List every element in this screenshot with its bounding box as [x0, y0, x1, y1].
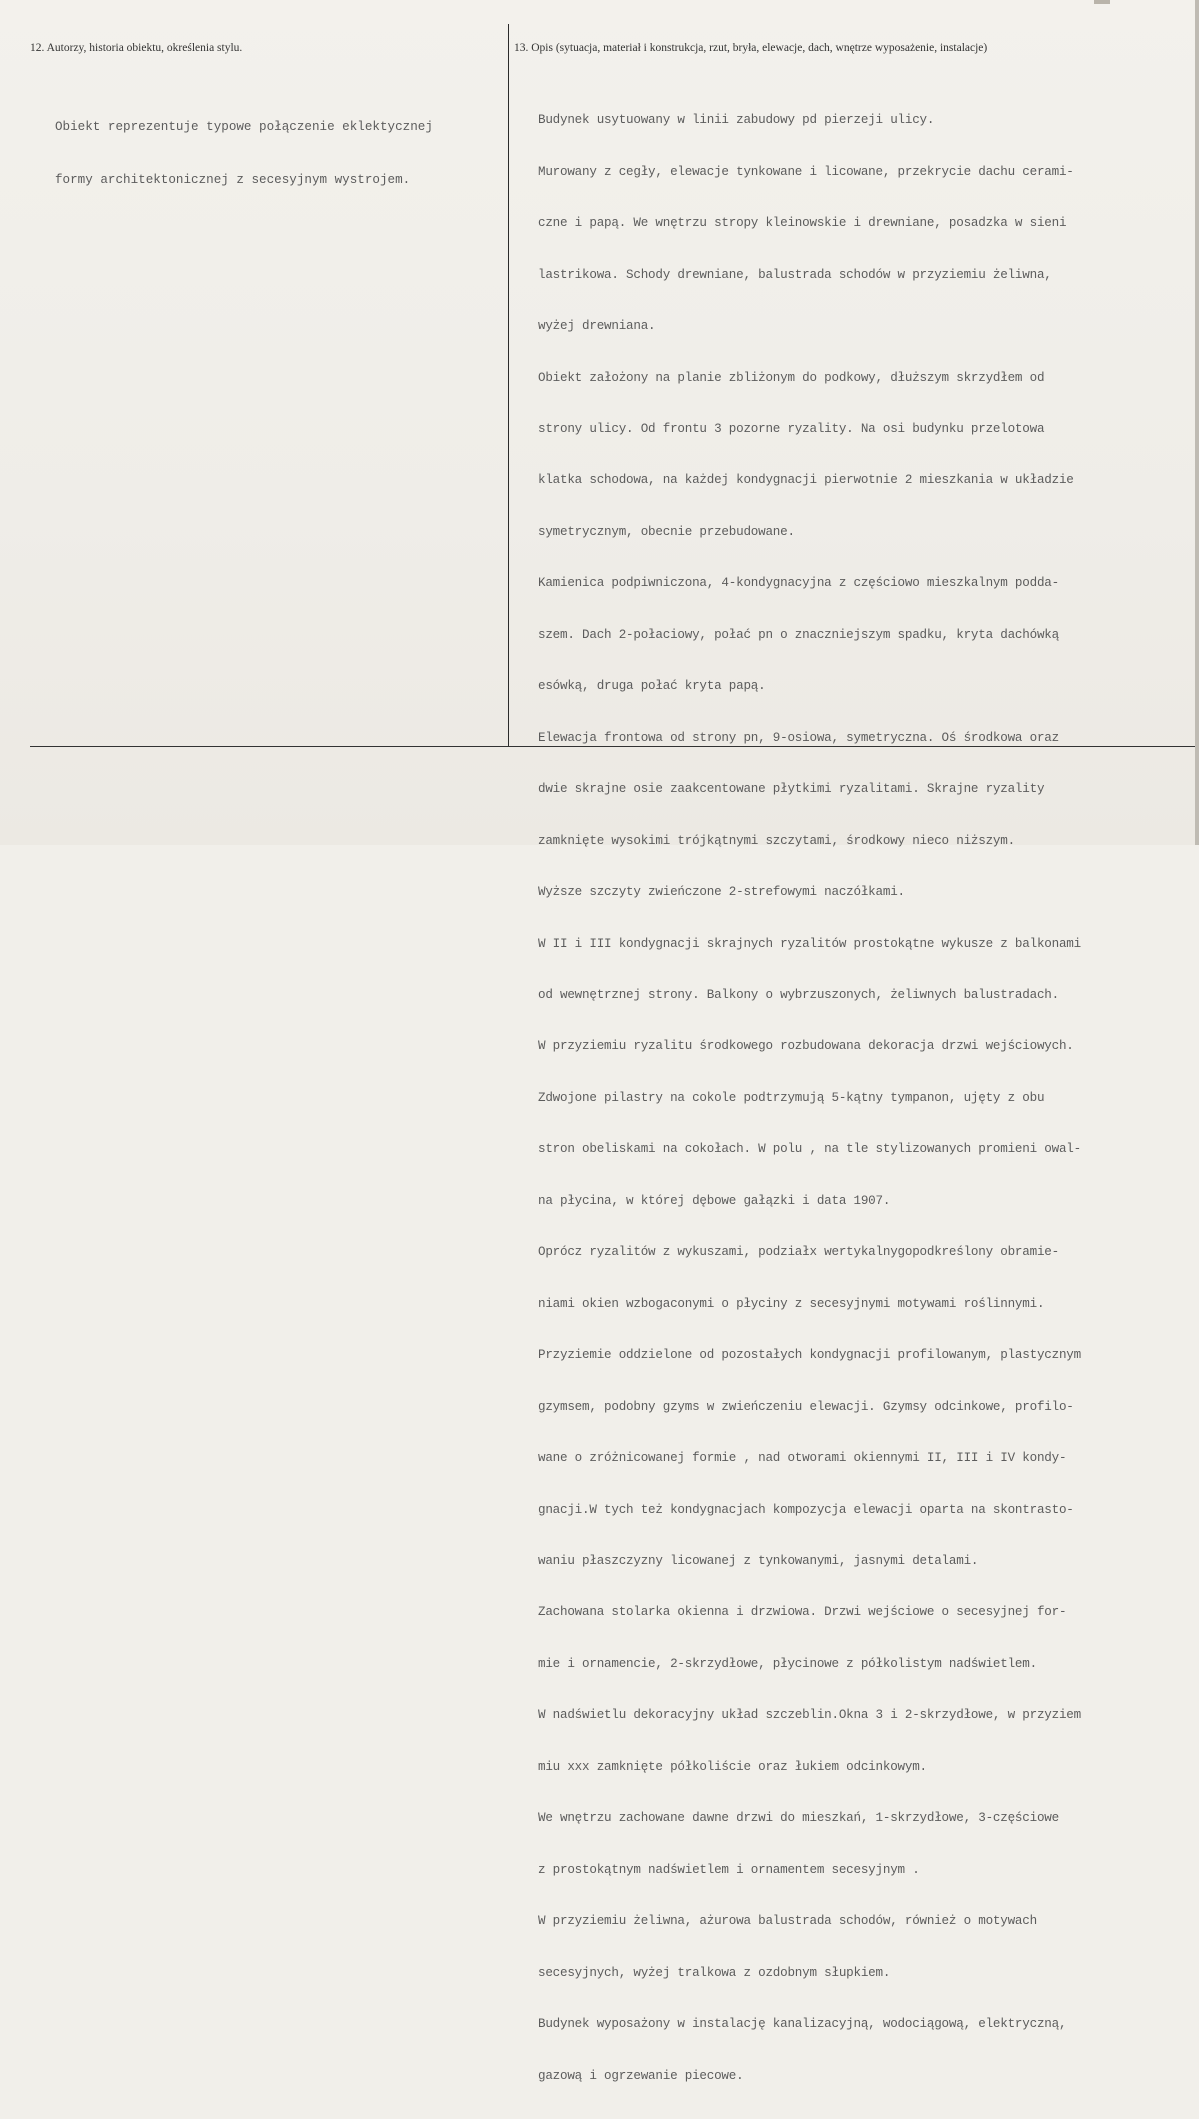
typed-line: od wewnętrznej strony. Balkony o wybrzuszonych, żeliwnych balustradach.	[538, 988, 1059, 1003]
typed-line: Wyższe szczyty zwieńczone 2-strefowymi naczółkami.	[538, 885, 905, 900]
typed-line: klatka schodowa, na każdej kondygnacji pierwotnie 2 mieszkania w układzie	[538, 473, 1074, 488]
typed-line: Elewacja frontowa od strony pn, 9-osiowa, symetryczna. Oś środkowa oraz	[538, 730, 1059, 745]
typed-line: Murowany z cegły, elewacje tynkowane i licowane, przekrycie dachu cerami-	[538, 164, 1074, 179]
typed-line: miu xxx zamknięte półkoliście oraz łukiem odcinkowym.	[538, 1759, 927, 1774]
typed-line: Budynek wyposażony w instalację kanalizacyjną, wodociągową, elektryczną,	[538, 2017, 1067, 2032]
typed-line: W nadświetlu dekoracyjny układ szczeblin.Okna 3 i 2-skrzydłowe, w przyziem	[538, 1708, 1081, 1723]
typed-line: Przyziemie oddzielone od pozostałych kondygnacji profilowanym, plastycznym	[538, 1348, 1081, 1363]
typed-line: szem. Dach 2-połaciowy, połać pn o znaczniejszym spadku, kryta dachówką	[538, 627, 1059, 642]
typed-line: gzymsem, podobny gzyms w zwieńczeniu elewacji. Gzymsy odcinkowe, profilo-	[538, 1399, 1074, 1414]
typed-line: dwie skrajne osie zaakcentowane płytkimi ryzalitami. Skrajne ryzality	[538, 782, 1045, 797]
typed-line: W II i III kondygnacji skrajnych ryzalitów prostokątne wykusze z balkonami	[538, 936, 1081, 951]
typed-line: czne i papą. We wnętrzu stropy kleinowskie i drewniane, posadzka w sieni	[538, 216, 1067, 231]
typed-line: gazową i ogrzewanie piecowe.	[538, 2068, 744, 2083]
typed-line: We wnętrzu zachowane dawne drzwi do mieszkań, 1-skrzydłowe, 3-częściowe	[538, 1811, 1059, 1826]
typed-line: stron obeliskami na cokołach. W polu , na tle stylizowanych promieni owal-	[538, 1142, 1081, 1157]
typed-line: Zachowana stolarka okienna i drzwiowa. Drzwi wejściowe o secesyjnej for-	[538, 1605, 1067, 1620]
field-12-text	[55, 84, 433, 225]
typed-line: na płycina, w której dębowe gałązki i data 1907.	[538, 1193, 891, 1208]
typed-line: Budynek usytuowany w linii zabudowy pd pierzeji ulicy.	[538, 113, 935, 128]
typed-line: wane o zróżnicowanej formie , nad otworami okiennymi II, III i IV kondy-	[538, 1451, 1067, 1466]
typed-line: esówką, druga połać kryta papą.	[538, 679, 766, 694]
typed-line: Obiekt reprezentuje typowe połączenie eklektycznej	[55, 120, 433, 135]
typed-line: wyżej drewniana.	[538, 319, 656, 334]
field-13-text	[538, 78, 1198, 2119]
typed-line: gnacji.W tych też kondygnacjach kompozycja elewacji oparta na skontrasto-	[538, 1502, 1074, 1517]
typed-line: niami okien wzbogaconymi o płyciny z secesyjnymi motywami roślinnymi.	[538, 1296, 1045, 1311]
column-divider	[508, 24, 509, 746]
typed-line: secesyjnych, wyżej tralkowa z ozdobnym słupkiem.	[538, 1965, 891, 1980]
field-12-label: 12. Autorzy, historia obiektu, określenia stylu.	[30, 42, 243, 54]
typed-line: zamknięte wysokimi trójkątnymi szczytami, środkowy nieco niższym.	[538, 833, 1015, 848]
typed-line: waniu płaszczyzny licowanej z tynkowanymi, jasnymi detalami.	[538, 1554, 979, 1568]
field-13-label: 13. Opis (sytuacja, materiał i konstrukcja, rzut, bryła, elewacje, dach, wnętrze wyposażenie, instalacje)	[514, 42, 988, 54]
typed-line: W przyziemiu żeliwna, ażurowa balustrada schodów, również o motywach	[538, 1914, 1037, 1929]
top-edge-mark	[1094, 0, 1110, 4]
typed-line: W przyziemiu ryzalitu środkowego rozbudowana dekoracja drzwi wejściowych.	[538, 1039, 1074, 1054]
typed-line: mie i ornamencie, 2-skrzydłowe, płycinowe z półkolistym nadświetlem.	[538, 1656, 1037, 1671]
typed-line: z prostokątnym nadświetlem i ornamentem secesyjnym .	[538, 1862, 920, 1877]
typed-line: Kamienica podpiwniczona, 4-kondygnacyjna z częściowo mieszkalnym podda-	[538, 576, 1059, 591]
typed-line: lastrikowa. Schody drewniane, balustrada schodów w przyziemiu żeliwna,	[538, 267, 1052, 282]
typed-line: Obiekt założony na planie zbliżonym do podkowy, dłuższym skrzydłem od	[538, 370, 1045, 385]
typed-line: formy architektonicznej z secesyjnym wystrojem.	[55, 172, 411, 187]
typed-line: Zdwojone pilastry na cokole podtrzymują 5-kątny tympanon, ujęty z obu	[538, 1090, 1045, 1105]
typed-line: symetrycznym, obecnie przebudowane.	[538, 524, 795, 539]
typed-line: Oprócz ryzalitów z wykuszami, podziałx wertykalnygopodkreślony obramie-	[538, 1245, 1059, 1260]
typed-line: strony ulicy. Od frontu 3 pozorne ryzality. Na osi budynku przelotowa	[538, 422, 1045, 437]
